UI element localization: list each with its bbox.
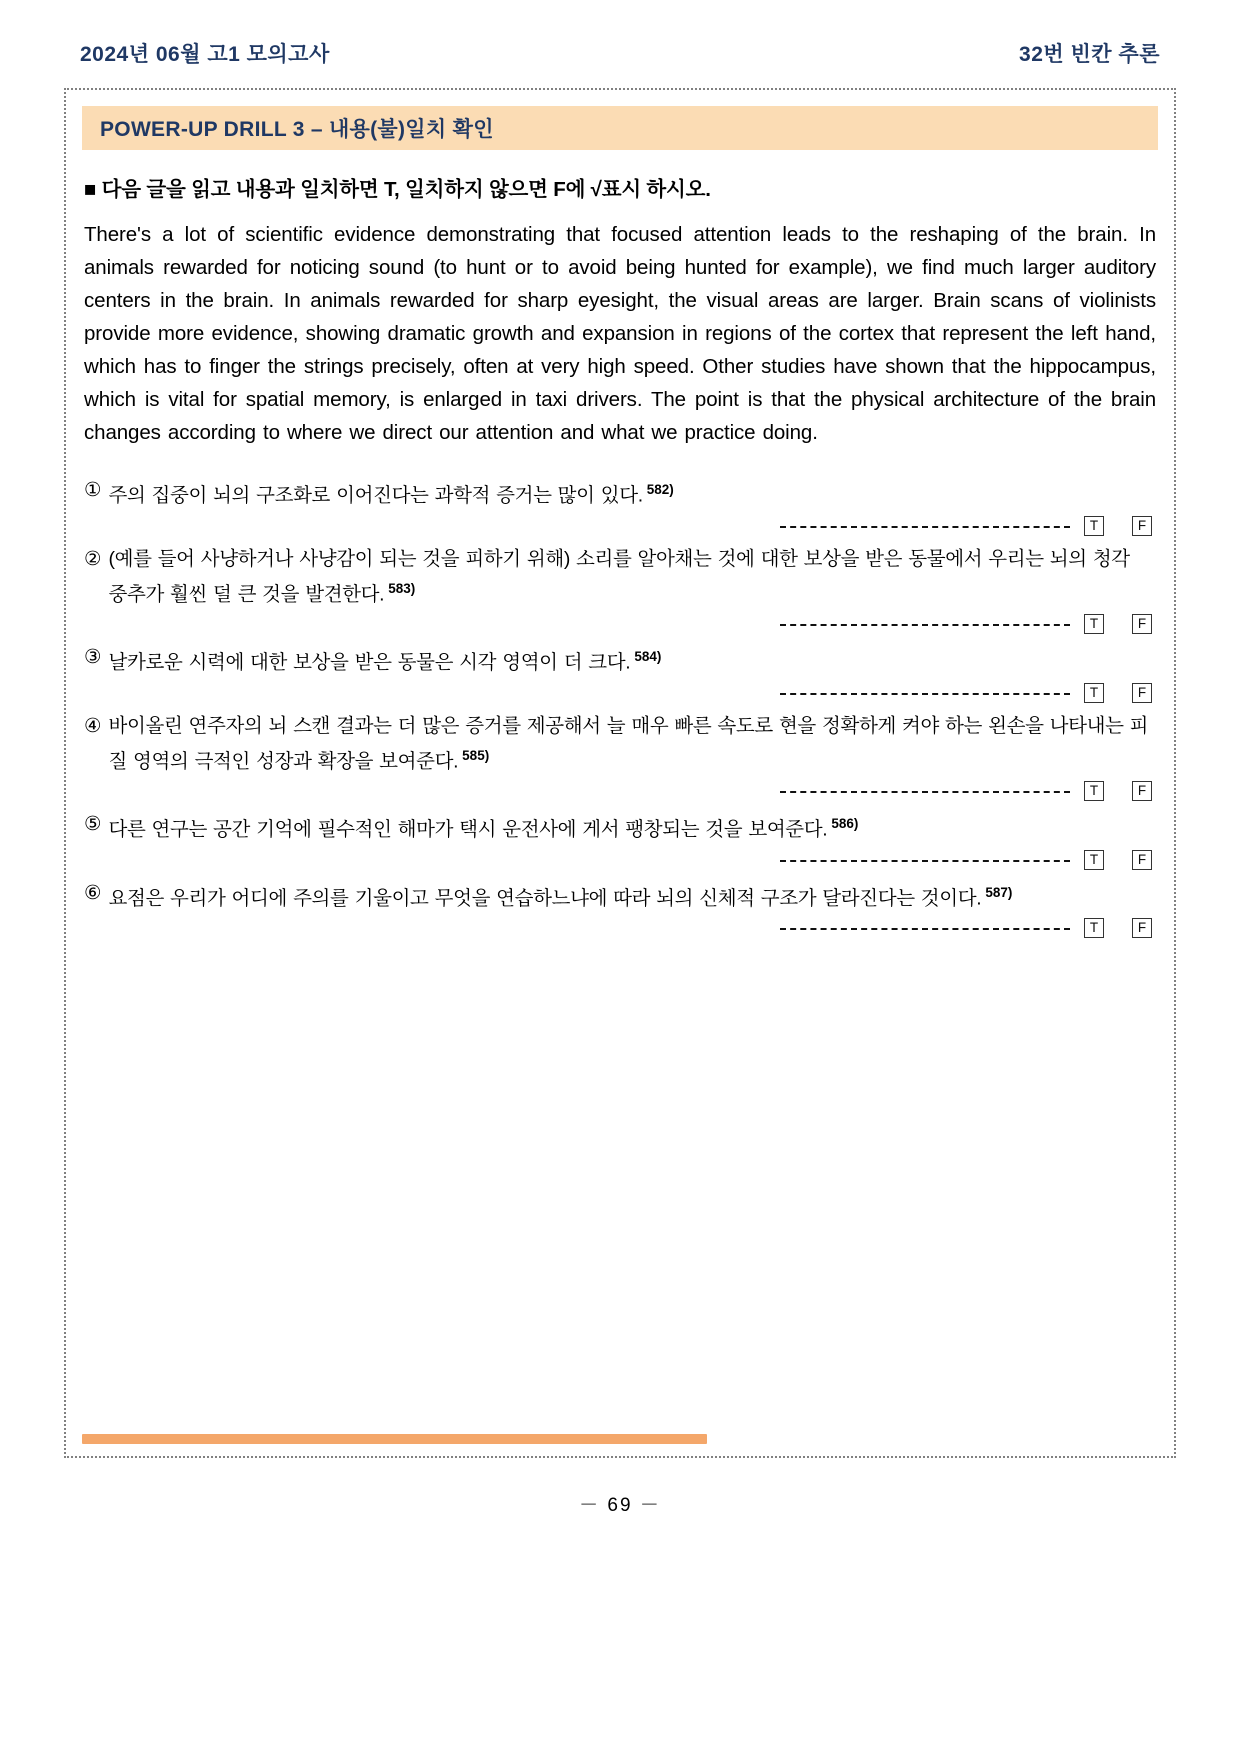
item-number: ⑤	[84, 813, 102, 835]
answer-box-true[interactable]: T	[1084, 683, 1104, 703]
tf-answer-row	[82, 516, 1158, 536]
drill-title-band	[82, 106, 1158, 150]
tf-answer-row	[82, 918, 1158, 938]
item-number: ①	[84, 479, 102, 501]
list-item	[82, 711, 1158, 802]
item-footnote: 583)	[388, 580, 416, 596]
page-number-footer: － 69 －	[579, 1495, 661, 1516]
item-footnote: 584)	[634, 649, 662, 664]
tf-item-list	[82, 475, 1158, 938]
running-header	[80, 36, 1160, 70]
dashed-leader-line	[780, 791, 1070, 793]
content-frame	[64, 88, 1176, 1458]
item-statement	[108, 475, 1154, 511]
item-body	[82, 642, 1158, 678]
answer-box-true[interactable]: T	[1084, 614, 1104, 634]
item-body	[82, 475, 1158, 511]
item-statement-text: 주의 집중이 뇌의 구조화로 이어진다는 과학적 증거는 많이 있다.	[108, 484, 643, 507]
item-statement-text: (예를 들어 사냥하거나 사냥감이 되는 것을 피하기 위해) 소리를 알아채는 것에 대한 보상을 받은 동물에서 우리는 뇌의 청각 중추가 훨씬 덜 큰 것을 발견한다.	[108, 547, 1130, 605]
tf-answer-row	[82, 850, 1158, 870]
tf-answer-row	[82, 614, 1158, 634]
item-body	[82, 711, 1158, 777]
dashed-leader-line	[780, 624, 1070, 626]
item-statement-text: 날카로운 시력에 대한 보상을 받은 동물은 시각 영역이 더 크다.	[108, 651, 631, 674]
answer-box-false[interactable]: F	[1132, 614, 1152, 634]
dashed-leader-line	[780, 526, 1070, 528]
answer-box-false[interactable]: F	[1132, 781, 1152, 801]
answer-box-true[interactable]: T	[1084, 918, 1104, 938]
dashed-leader-line	[780, 928, 1070, 930]
answer-box-true[interactable]: T	[1084, 516, 1104, 536]
instruction-line: ■ 다음 글을 읽고 내용과 일치하면 T, 일치하지 않으면 F에 √표시 하시오.	[84, 178, 711, 201]
item-number: ④	[84, 714, 102, 737]
item-footnote: 582)	[646, 482, 674, 497]
bottom-accent-bar	[82, 1434, 707, 1444]
item-statement-text: 요점은 우리가 어디에 주의를 기울이고 무엇을 연습하느냐에 따라 뇌의 신체적 구조가 달라진다는 것이다.	[108, 887, 982, 909]
answer-box-true[interactable]: T	[1084, 781, 1104, 801]
content-frame-inner	[82, 106, 1158, 1456]
item-number: ③	[84, 646, 102, 668]
tf-answer-row	[82, 781, 1158, 801]
item-number: ⑥	[84, 881, 102, 904]
item-body	[82, 809, 1158, 845]
dashed-leader-line	[780, 693, 1070, 695]
item-statement	[108, 711, 1154, 777]
answer-box-false[interactable]: F	[1132, 516, 1152, 536]
item-statement	[108, 809, 1154, 845]
dashed-leader-line	[780, 860, 1070, 862]
answer-box-false[interactable]: F	[1132, 918, 1152, 938]
item-footnote: 587)	[985, 884, 1013, 900]
item-statement	[108, 878, 1154, 914]
list-item	[82, 878, 1158, 939]
item-statement	[108, 642, 1154, 678]
header-exam-title: 2024년 06월 고1 모의고사	[80, 43, 330, 66]
item-body	[82, 544, 1158, 610]
list-item	[82, 809, 1158, 870]
item-statement-text: 다른 연구는 공간 기억에 필수적인 해마가 택시 운전사에 게서 팽창되는 것을 보여준다.	[108, 818, 828, 841]
answer-box-false[interactable]: F	[1132, 683, 1152, 703]
item-statement-text: 바이올린 연주자의 뇌 스캔 결과는 더 많은 증거를 제공해서 늘 매우 빠른 속도로 현을 정확하게 켜야 하는 왼손을 나타내는 피질 영역의 극적인 성장과 확장을 보여준다.	[108, 714, 1149, 772]
item-footnote: 586)	[831, 816, 859, 831]
answer-box-false[interactable]: F	[1132, 850, 1152, 870]
item-footnote: 585)	[462, 747, 490, 763]
english-passage: There's a lot of scientific evidence demonstrating that focused attention leads to the reshaping of the brain. In animals rewarded for noticing sound (to hunt or to avoid being hunted for example), we find much larger auditory centers in the brain. In animals rewarded for sharp eyesight, the visual areas are larger. Brain scans of violinists provide more evidence, showing dramatic growth and expansion in regions of the cortex that represent the left hand, which has to finger the strings precisely, often at very high speed. Other studies have shown that the hippocampus, which is vital for spatial memory, is enlarged in taxi drivers. The point is that the physical architecture of the brain changes according to where we direct our attention and what we practice doing.	[84, 223, 1156, 444]
item-statement	[108, 544, 1154, 610]
item-body	[82, 878, 1158, 914]
item-number: ②	[84, 547, 102, 570]
list-item	[82, 642, 1158, 703]
tf-answer-row	[82, 683, 1158, 703]
answer-box-true[interactable]: T	[1084, 850, 1104, 870]
drill-title-text: POWER-UP DRILL 3 – 내용(불)일치 확인	[100, 118, 494, 141]
list-item	[82, 475, 1158, 536]
header-question-label: 32번 빈칸 추론	[1019, 43, 1160, 66]
list-item	[82, 544, 1158, 635]
